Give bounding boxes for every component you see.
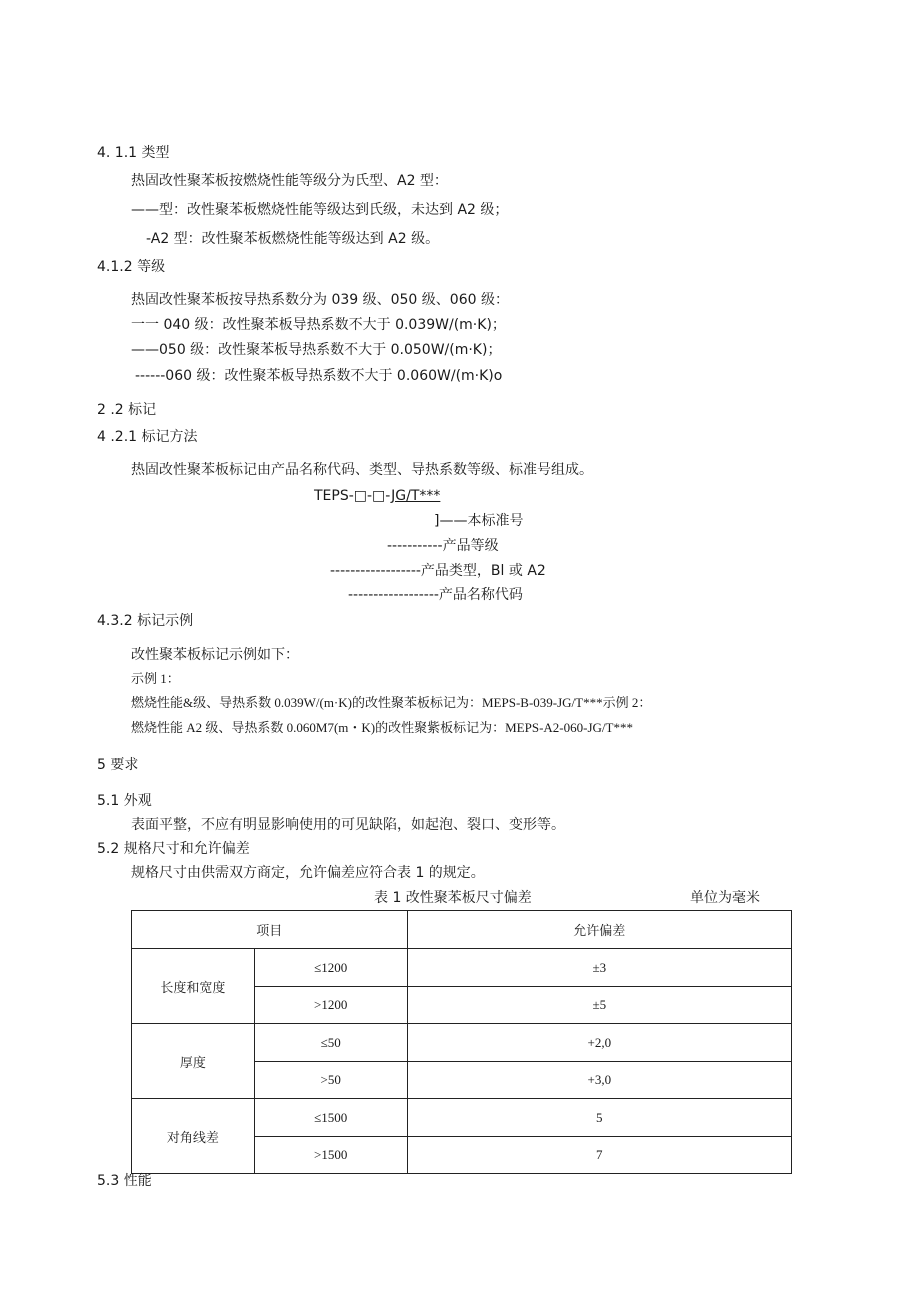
section-4-1-2-heading: 4.1.2 等级 xyxy=(97,259,166,275)
table-group-name: 厚度 xyxy=(132,1024,255,1099)
table-cell-deviation: ±5 xyxy=(407,987,791,1024)
type-item-b1: ——型：改性聚苯板燃烧性能等级达到氏级，未达到 A2 级； xyxy=(131,202,509,218)
table-cell-deviation: ±3 xyxy=(407,949,791,987)
table-row xyxy=(132,1024,792,1062)
grade-item-050: ——050 级：改性聚苯板导热系数不大于 0.050W/(m·K)； xyxy=(131,342,502,358)
grade-intro: 热固改性聚苯板按导热系数分为 039 级、050 级、060 级： xyxy=(131,292,509,308)
table-header-item: 项目 xyxy=(132,911,408,949)
table-cell-condition: ≤1500 xyxy=(254,1099,407,1137)
example-1-label: 示例 1： xyxy=(131,671,180,686)
size-text: 规格尺寸由供需双方商定，允许偏差应符合表 1 的规定。 xyxy=(131,865,485,881)
marking-code xyxy=(314,487,440,505)
example-2-text: 燃烧性能 A2 级、导热系数 0.060M7(m・K)的改性聚紫板标记为：MEPS-A2-060-JG/T*** xyxy=(131,720,633,735)
table-group-name: 对角线差 xyxy=(132,1099,255,1174)
section-5-1-heading: 5.1 外观 xyxy=(97,793,152,809)
table-group-name: 长度和宽度 xyxy=(132,949,255,1024)
section-5-heading: 5 要求 xyxy=(97,757,139,773)
section-4-2-heading: 2 .2 标记 xyxy=(97,402,157,418)
section-4-3-2-heading: 4.3.2 标记示例 xyxy=(97,613,194,629)
deviation-table xyxy=(131,910,792,1174)
table-cell-condition: ≤50 xyxy=(254,1024,407,1062)
table-cell-condition: >50 xyxy=(254,1062,407,1099)
table-caption: 表 1 改性聚苯板尺寸偏差 xyxy=(374,890,532,906)
table-unit: 单位为毫米 xyxy=(690,890,760,906)
marking-desc-product-code: ------------------产品名称代码 xyxy=(348,587,523,603)
type-intro: 热固改性聚苯板按燃烧性能等级分为氏型、A2 型： xyxy=(131,173,448,189)
table-cell-deviation: +2,0 xyxy=(407,1024,791,1062)
table-row xyxy=(132,1099,792,1137)
grade-item-040: 一一 040 级：改性聚苯板导热系数不大于 0.039W/(m·K)； xyxy=(131,317,506,333)
table-cell-condition: >1500 xyxy=(254,1137,407,1174)
table-header-deviation: 允许偏差 xyxy=(407,911,791,949)
marking-code-prefix: TEPS-□-□- xyxy=(314,488,392,504)
marking-desc-type: ------------------产品类型，Bl 或 A2 xyxy=(330,563,546,579)
example-1-text: 燃烧性能&级、导热系数 0.039W/(m·K)的改性聚苯板标记为：MEPS-B-039-JG/T***示例 2： xyxy=(131,695,652,710)
section-4-2-1-heading: 4 .2.1 标记方法 xyxy=(97,429,198,445)
marking-desc-standard: ]——本标准号 xyxy=(434,513,524,529)
table-cell-condition: ≤1200 xyxy=(254,949,407,987)
table-cell-deviation: 5 xyxy=(407,1099,791,1137)
marking-desc-grade: -----------产品等级 xyxy=(387,538,499,554)
table-header-row xyxy=(132,911,792,949)
marking-method-text: 热固改性聚苯板标记由产品名称代码、类型、导热系数等级、标准号组成。 xyxy=(131,462,593,478)
appearance-text: 表面平整，不应有明显影响使用的可见缺陷，如起泡、裂口、变形等。 xyxy=(131,817,565,833)
table-row xyxy=(132,949,792,987)
table-cell-deviation: 7 xyxy=(407,1137,791,1174)
marking-code-standard: JG/T*** xyxy=(391,488,441,504)
section-5-3-heading: 5.3 性能 xyxy=(97,1173,152,1189)
grade-item-060: ------060 级：改性聚苯板导热系数不大于 0.060W/(m·K)o xyxy=(135,368,503,384)
type-item-a2: -A2 型：改性聚苯板燃烧性能等级达到 A2 级。 xyxy=(146,231,440,247)
section-4-1-1-heading: 4. 1.1 类型 xyxy=(97,145,170,161)
section-5-2-heading: 5.2 规格尺寸和允许偏差 xyxy=(97,841,250,857)
table-cell-condition: >1200 xyxy=(254,987,407,1024)
table-cell-deviation: +3,0 xyxy=(407,1062,791,1099)
example-intro: 改性聚苯板标记示例如下： xyxy=(131,647,299,663)
